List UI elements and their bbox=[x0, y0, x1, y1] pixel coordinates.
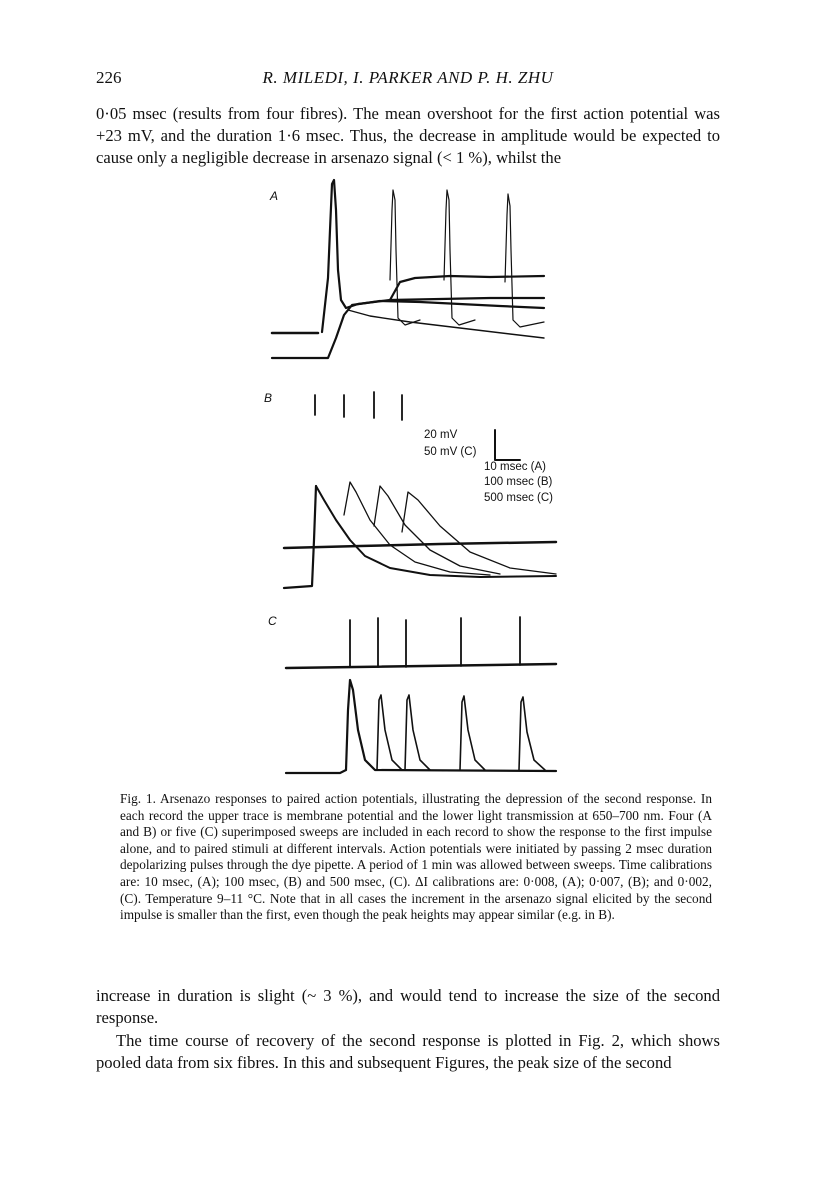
figure-1 bbox=[240, 170, 570, 790]
page-header bbox=[96, 68, 720, 92]
cal-10msec-a: 10 msec (A) bbox=[484, 461, 546, 473]
panel-b-stimulus-markers bbox=[315, 392, 402, 420]
panel-b-arsenazo-2b bbox=[374, 486, 500, 574]
body-paragraph-top: 0·05 msec (results from four fibres). The mean overshoot for the first action potential was +23 mV, and the duration 1·6 msec. Thus, the decrease in amplitude would be expected to cause only a negligible decrease in arsenazo signal (< 1 %), whilst the bbox=[96, 104, 720, 167]
panel-b-arsenazo-2a bbox=[344, 482, 490, 575]
panel-label-a: A bbox=[270, 189, 279, 203]
panel-b-arsenazo-start bbox=[284, 486, 316, 588]
panel-b-membrane-baseline bbox=[284, 542, 556, 548]
caption-label: Fig. 1. bbox=[120, 791, 156, 806]
panel-c-arsenazo-2a bbox=[377, 695, 402, 770]
cal-20mv: 20 mV bbox=[424, 429, 458, 441]
figure-caption bbox=[120, 791, 712, 924]
panel-b-arsenazo-2c bbox=[402, 492, 556, 574]
panel-a-traces bbox=[272, 180, 544, 358]
page-number: 226 bbox=[96, 68, 122, 87]
panel-label-b: B bbox=[264, 391, 273, 405]
calibration-bar bbox=[495, 430, 520, 460]
panel-c-arsenazo-2b bbox=[405, 695, 430, 770]
panel-c-arsenazo-baseline bbox=[286, 770, 346, 773]
panel-c-action-potentials bbox=[350, 617, 520, 667]
body-paragraph-continued: increase in duration is slight (~ 3 %), and would tend to increase the size of the second response. bbox=[96, 986, 720, 1027]
panel-a-arsenazo-decay bbox=[348, 310, 544, 338]
cal-500msec-c: 500 msec (C) bbox=[484, 492, 554, 504]
body-paragraph-2: The time course of recovery of the second response is plotted in Fig. 2, which shows pooled data from six fibres. In this and subsequent Figures, the peak size of the second bbox=[96, 1031, 720, 1072]
panel-c-traces bbox=[286, 617, 556, 773]
caption-text: Arsenazo responses to paired action potentials, illustrating the depression of the second response. In each record the upper trace is membrane potential and the lower light transmission at 650–700 nm. Four (A and B) or five (C) superimposed sweeps are included in each record to show the response to the first impulse alone, and to paired stimuli at different intervals. Action potentials were initiated by passing 2 msec duration depolarizing pulses through the dye pipette. A period of 1 min was allowed between sweeps. Time calibrations are: 10 msec, (A); 100 msec, (B) and 500 msec, (C). ΔI calibrations are: 0·008, (A); 0·007, (B); and 0·002, (C). Temperature 9–11 °C. Note that in all cases the increment in the arsenazo signal elicited by the second impulse is smaller than the first, even though the peak heights may appear similar (e.g. in B). bbox=[120, 791, 712, 923]
cal-100msec-b: 100 msec (B) bbox=[484, 476, 553, 488]
cal-50mv-c: 50 mV (C) bbox=[424, 446, 477, 458]
panel-a-arsenazo-2 bbox=[390, 276, 544, 300]
panel-c-arsenazo-2d bbox=[519, 697, 545, 770]
panel-a-action-potential-2a bbox=[390, 190, 420, 325]
panel-c-arsenazo-2c bbox=[460, 696, 485, 770]
panel-c-membrane-baseline bbox=[286, 664, 556, 668]
panel-a-arsenazo-1 bbox=[272, 301, 544, 358]
panel-label-c: C bbox=[268, 614, 277, 628]
panel-b-traces bbox=[284, 392, 556, 588]
running-head: R. MILEDI, I. PARKER AND P. H. ZHU bbox=[262, 68, 554, 87]
